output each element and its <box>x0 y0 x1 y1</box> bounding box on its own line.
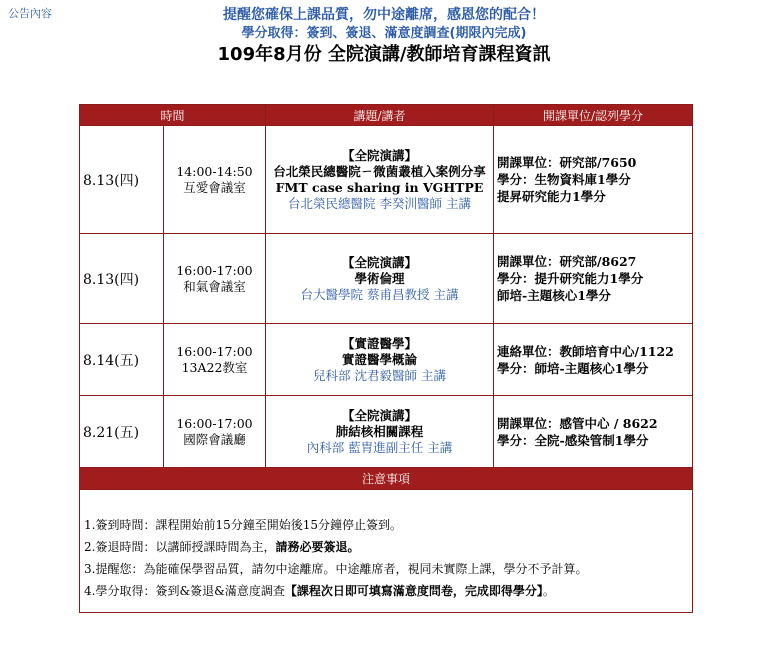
note-item <box>84 558 688 580</box>
note-text: 3.提醒您：為能確保學習品質，請勿中途離席。中途離席者，視同未實際上課，學分不予計算。 <box>84 562 588 576</box>
row-unit-1: 開課單位：研究部/8627 <box>497 254 637 269</box>
row-title: 台北榮民總醫院ㄧ微菌叢植入案例分享 FMT case sharing in VGHTPE <box>273 163 486 195</box>
header-topic: 講題/講者 <box>266 105 494 126</box>
row-title: 實證醫學概論 <box>342 351 418 367</box>
note-item <box>84 536 688 558</box>
row-unit-2: 學分：師培-主題核心1學分 <box>497 360 649 376</box>
row-date: 8.14(五) <box>80 324 164 396</box>
row-time: 16:00-17:00 <box>176 343 253 359</box>
note-item <box>84 580 688 602</box>
row-date: 8.21(五) <box>80 396 164 468</box>
row-unit-2: 學分：全院-感染管制1學分 <box>497 432 649 448</box>
row-unit-1: 開課單位：研究部/7650 <box>497 155 637 170</box>
row-speaker: 台大醫學院 蔡甫昌教授 主講 <box>300 286 459 302</box>
row-date: 8.13(四) <box>80 234 164 324</box>
row-time-cell <box>164 234 266 324</box>
row-unit-cell <box>494 396 693 468</box>
row-unit-3: 提昇研究能力1學分 <box>497 189 606 204</box>
row-unit-cell <box>494 126 693 234</box>
page-title: 109年8月份 全院演講/教師培育課程資訊 <box>217 44 551 65</box>
row-time-cell <box>164 324 266 396</box>
row-speaker: 兒科部 沈君毅醫師 主講 <box>313 367 446 383</box>
table-row <box>80 234 693 324</box>
row-tag: 【全院演講】 <box>342 407 418 423</box>
row-unit-cell <box>494 324 693 396</box>
header-unit: 開課單位/認列學分 <box>494 105 693 126</box>
row-room: 國際會議廳 <box>183 431 246 447</box>
schedule-table <box>79 104 693 613</box>
notes-header-row <box>80 468 693 490</box>
row-room: 互愛會議室 <box>183 179 246 195</box>
table-row <box>80 324 693 396</box>
row-speaker: 內科部 藍胄進副主任 主講 <box>306 439 453 455</box>
credit-rule-line: 學分取得：簽到、簽退、滿意度調查(期限內完成) <box>241 26 527 41</box>
notes-body <box>80 490 693 613</box>
header-time: 時間 <box>80 105 266 126</box>
notes-body-row <box>80 490 693 613</box>
row-topic-cell <box>266 126 494 234</box>
row-speaker: 台北榮民總醫院 李癸汌醫師 主講 <box>288 195 471 211</box>
row-room: 13A22教室 <box>181 359 248 375</box>
row-unit-2: 學分：生物資料庫1學分 <box>497 172 631 187</box>
row-title: 肺結核相關課程 <box>335 423 424 439</box>
row-topic-cell <box>266 396 494 468</box>
row-time-cell <box>164 396 266 468</box>
row-time: 16:00-17:00 <box>176 415 253 431</box>
row-topic-cell <box>266 234 494 324</box>
reminder-line: 提醒您確保上課品質，勿中途離席，感恩您的配合！ <box>223 7 545 23</box>
note-emphasis: 請務必要簽退。 <box>275 540 360 554</box>
announcement-label: 公告內容 <box>8 7 52 20</box>
table-row <box>80 396 693 468</box>
table-header-row <box>80 105 693 126</box>
row-unit-2: 學分：提升研究能力1學分 <box>497 271 644 286</box>
row-tag: 【全院演講】 <box>342 147 418 163</box>
row-unit-cell <box>494 234 693 324</box>
notes-heading: 注意事項 <box>80 468 693 490</box>
note-text: 4.學分取得：簽到&簽退&滿意度調查 <box>84 584 285 598</box>
row-time: 16:00-17:00 <box>176 262 253 278</box>
note-tail: 。 <box>542 584 555 598</box>
table-row <box>80 126 693 234</box>
row-tag: 【實證醫學】 <box>342 335 418 351</box>
note-text: 2.簽退時間：以講師授課時間為主， <box>84 540 276 554</box>
note-item <box>84 514 688 536</box>
row-room: 和氣會議室 <box>183 278 246 294</box>
row-tag: 【全院演講】 <box>342 254 418 270</box>
row-unit-1: 開課單位：感管中心 / 8622 <box>497 415 658 431</box>
row-unit-1: 連絡單位：教師培育中心/1122 <box>497 343 674 359</box>
note-text: 1.簽到時間：課程開始前15分鐘至開始後15分鐘停止簽到。 <box>84 518 402 532</box>
note-emphasis: 【課程次日即可填寫滿意度問卷，完成即得學分】 <box>284 584 543 598</box>
row-title: 學術倫理 <box>354 270 405 286</box>
row-date: 8.13(四) <box>80 126 164 234</box>
row-time: 14:00-14:50 <box>176 163 253 179</box>
row-time-cell <box>164 126 266 234</box>
row-unit-3: 師培-主題核心1學分 <box>497 288 611 303</box>
row-topic-cell <box>266 324 494 396</box>
